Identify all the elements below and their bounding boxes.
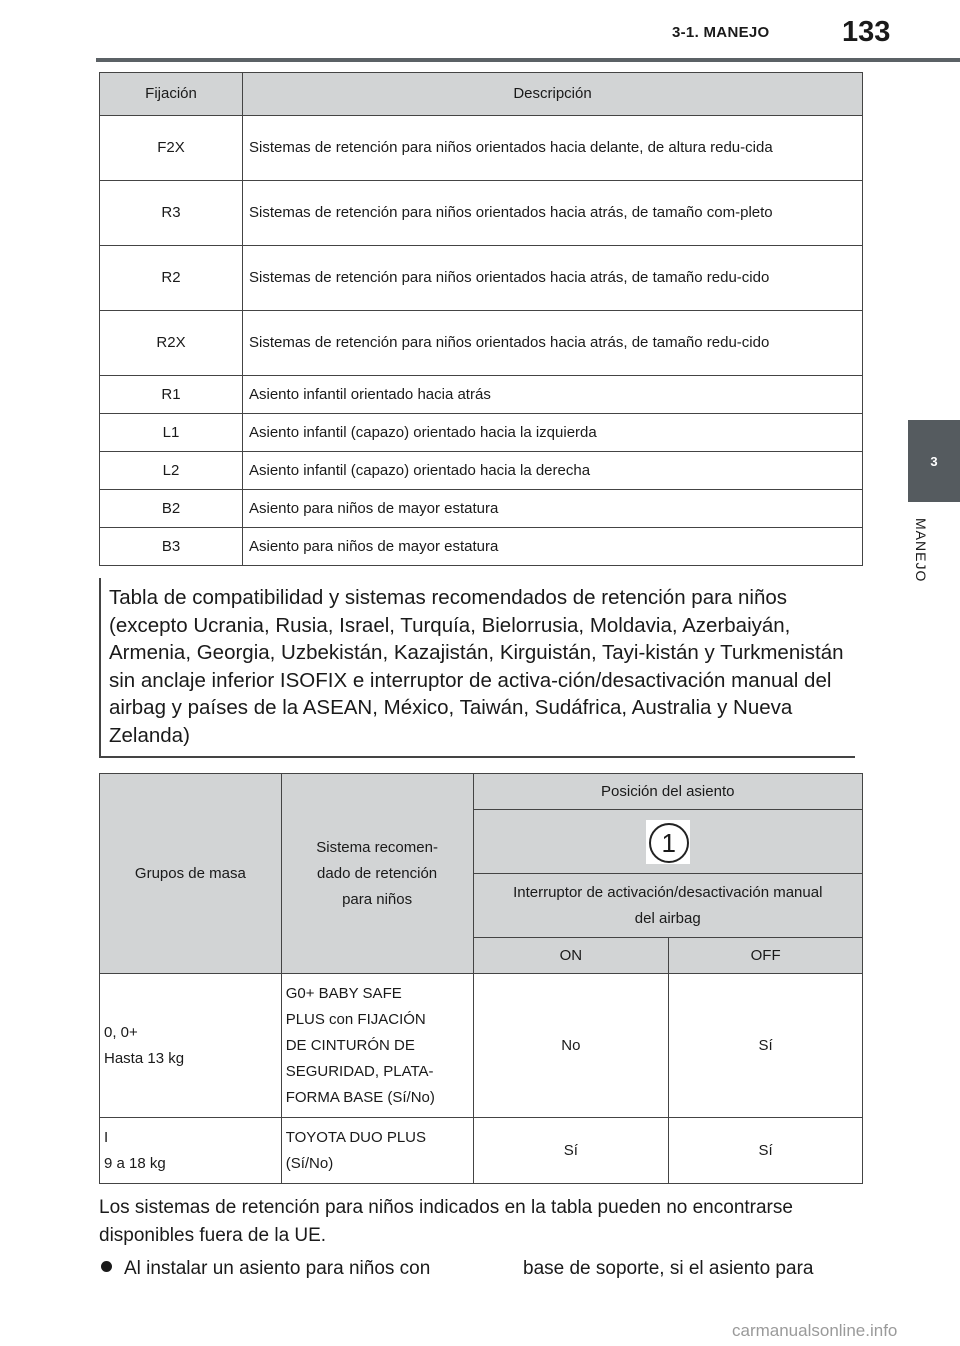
fixture-description: Sistemas de retención para niños orientados hacia delante, de altura redu-cida <box>243 116 863 181</box>
header-system-line: Sistema recomen- <box>316 838 438 856</box>
on-value: No <box>473 974 669 1118</box>
system-line: (Sí/No) <box>285 1154 334 1172</box>
header-switch-line: Interruptor de activación/desactivación manual <box>513 883 823 901</box>
bullet-text-right: base de soporte, si el asiento para <box>523 1258 814 1279</box>
seat-number-cell <box>473 810 863 874</box>
mass-group-line: 9 a 18 kg <box>104 1154 166 1172</box>
chapter-tab-number: 3 <box>930 453 938 469</box>
off-value: Sí <box>669 974 863 1118</box>
table-row <box>100 414 863 452</box>
system-line: G0+ BABY SAFE <box>285 984 402 1002</box>
chapter-side-label-text: MANEJO <box>913 518 929 583</box>
header-description: Descripción <box>243 73 863 116</box>
fixture-code: F2X <box>100 116 243 181</box>
seat-1-icon <box>646 820 690 864</box>
header-rule <box>96 58 960 62</box>
fixture-code: R3 <box>100 181 243 246</box>
header-off: OFF <box>669 938 863 974</box>
table-row <box>100 452 863 490</box>
fixture-code: R2 <box>100 246 243 311</box>
chapter-title: 3-1. MANEJO <box>672 24 770 41</box>
table-row <box>100 311 863 376</box>
header-switch-line: del airbag <box>634 909 701 927</box>
chapter-side-label <box>909 518 949 604</box>
section-heading-box <box>99 578 855 758</box>
fixture-description: Asiento infantil (capazo) orientado hacia la derecha <box>243 452 863 490</box>
bullet-text-left: Al instalar un asiento para niños con <box>124 1258 431 1279</box>
fixture-description: Sistemas de retención para niños orientados hacia atrás, de tamaño redu-cido <box>243 246 863 311</box>
system-cell <box>281 974 473 1118</box>
bullet-item <box>101 1255 430 1283</box>
section-heading-border-left <box>99 578 101 758</box>
section-heading: Tabla de compatibilidad y sistemas recomendados de retención para niños (excepto Ucrania, Rusia, Israel, Turquía, Bielorrusia, Moldavia, Azerbaiyán, Armenia, Georgia, Uzbekistán, Kazajistán, Kirguistán, Tayi-kistán y Turkmenistán sin anclaje inferior ISOFIX e interruptor de activa-ción/desactivación manual del airbag y países de la ASEAN, México, Taiwán, Sudáfrica, Australia y Nueva Zelanda) <box>109 586 844 747</box>
table-row <box>100 246 863 311</box>
mass-group-cell <box>100 974 282 1118</box>
system-cell <box>281 1118 473 1184</box>
fixture-code: R2X <box>100 311 243 376</box>
header-on: ON <box>473 938 669 974</box>
table-row <box>100 974 863 1118</box>
bullet-icon <box>101 1261 112 1272</box>
header-system-line: dado de retención <box>317 864 438 882</box>
fixture-table <box>99 72 863 566</box>
table-row <box>100 181 863 246</box>
fixture-code: B2 <box>100 490 243 528</box>
fixture-code: R1 <box>100 376 243 414</box>
fixture-table-header <box>100 73 863 116</box>
table-row <box>100 528 863 566</box>
footnote: Los sistemas de retención para niños indicados en la tabla pueden no encontrarse disponibles fuera de la UE. <box>99 1197 793 1246</box>
section-heading-border-bottom <box>99 756 855 758</box>
mass-group-line: 0, 0+ <box>104 1023 138 1041</box>
header-mass-groups <box>100 774 282 974</box>
header-airbag-switch <box>473 874 863 938</box>
header-recommended-system <box>281 774 473 974</box>
mass-group-cell <box>100 1118 282 1184</box>
system-line: PLUS con FIJACIÓN <box>285 1010 426 1028</box>
compatibility-table <box>99 773 863 1184</box>
fixture-code: B3 <box>100 528 243 566</box>
header-mass-groups-text: Grupos de masa <box>134 864 246 882</box>
page-number: 133 <box>842 16 891 48</box>
fixture-description: Asiento para niños de mayor estatura <box>243 490 863 528</box>
header-system-line: para niños <box>342 890 413 908</box>
fixture-description: Asiento infantil (capazo) orientado hacia la izquierda <box>243 414 863 452</box>
table-row <box>100 376 863 414</box>
system-line: FORMA BASE (Sí/No) <box>285 1088 435 1106</box>
table-row <box>100 774 863 810</box>
mass-group-line: Hasta 13 kg <box>104 1049 185 1067</box>
table-row <box>100 490 863 528</box>
system-line: DE CINTURÓN DE <box>285 1036 415 1054</box>
seat-number: 1 <box>649 823 689 863</box>
fixture-code: L1 <box>100 414 243 452</box>
header-seat-position: Posición del asiento <box>473 774 863 810</box>
fixture-code: L2 <box>100 452 243 490</box>
system-line: TOYOTA DUO PLUS <box>285 1128 427 1146</box>
table-row <box>100 1118 863 1184</box>
table-row <box>100 116 863 181</box>
fixture-description: Asiento para niños de mayor estatura <box>243 528 863 566</box>
fixture-description: Asiento infantil orientado hacia atrás <box>243 376 863 414</box>
system-line: SEGURIDAD, PLATA- <box>285 1062 434 1080</box>
header-fixture: Fijación <box>100 73 243 116</box>
on-value: Sí <box>473 1118 669 1184</box>
mass-group-line: I <box>104 1128 109 1146</box>
fixture-description: Sistemas de retención para niños orientados hacia atrás, de tamaño redu-cido <box>243 311 863 376</box>
watermark: carmanualsonline.info <box>732 1321 898 1340</box>
off-value: Sí <box>669 1118 863 1184</box>
chapter-tab <box>908 420 960 502</box>
fixture-description: Sistemas de retención para niños orientados hacia atrás, de tamaño com-pleto <box>243 181 863 246</box>
